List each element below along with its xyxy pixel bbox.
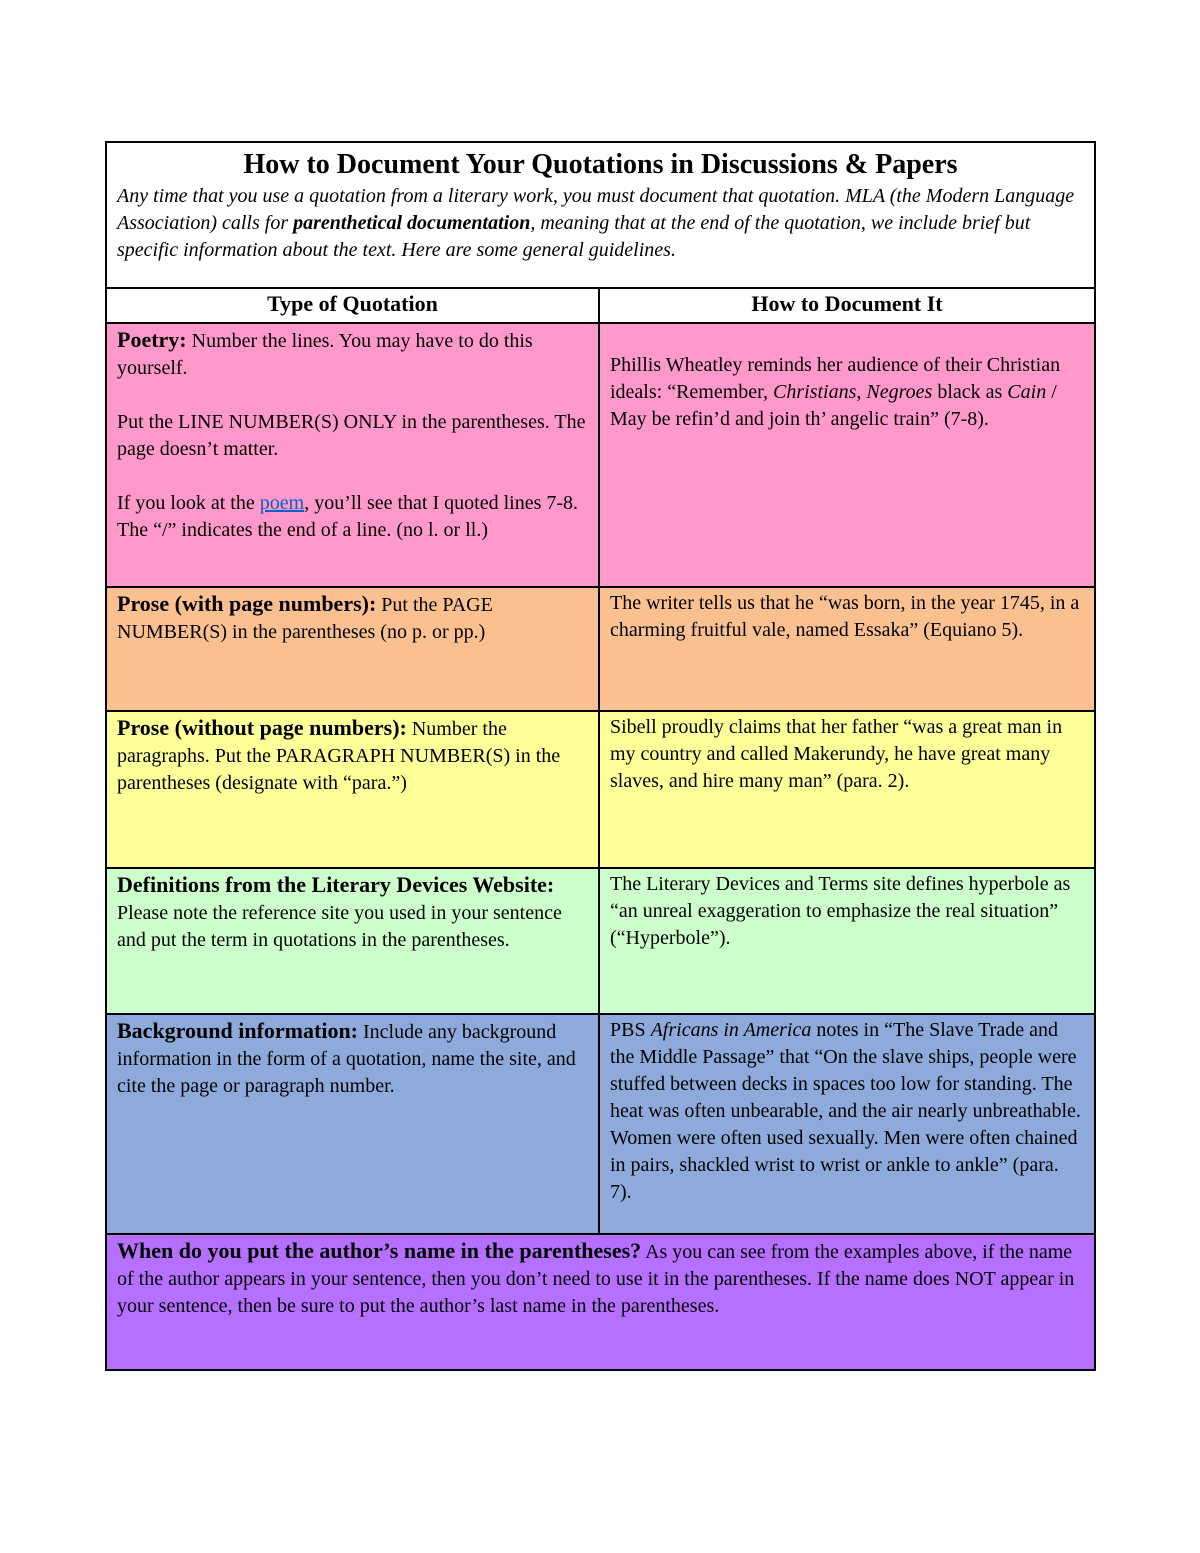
definitions-example: The Literary Devices and Terms site defines hyperbole as “an unreal exaggeration to emphasize the real situation” (“Hyperbole”). — [610, 873, 1071, 949]
author-text: As you can see from the examples above, if the name of the author appears in your sentence, then you don’t need to use it in the parentheses. If the name does NOT appear in your sentence, then be sure to put the author’s last name in the parentheses. — [117, 1241, 1075, 1317]
poem-link[interactable]: poem — [259, 492, 305, 514]
background-text: Include any background information in the form of a quotation, name the site, and cite the page or paragraph number. — [117, 1021, 576, 1097]
poetry-text-3b: , you’ll see that I quoted lines 7-8. The “/” indicates the end of a line. (no l. or ll.) — [117, 492, 579, 541]
table-header-section — [107, 143, 1094, 289]
poetry-text-2: Put the LINE NUMBER(S) ONLY in the parentheses. The page doesn’t matter. — [117, 411, 586, 460]
prose-pages-text: Put the PAGE NUMBER(S) in the parentheses (no p. or pp.) — [117, 594, 493, 643]
author-row — [107, 1235, 1094, 1369]
poetry-text-3a: If you look at the — [117, 492, 260, 514]
poetry-description — [107, 324, 600, 586]
prose-pages-label: Prose (with page numbers): — [117, 591, 377, 616]
poetry-example-4: / May be refin’d and join th’ angelic train” (7-8). — [610, 381, 1057, 430]
poetry-example-2: , — [856, 381, 867, 403]
intro-bold-term: parenthetical documentation — [293, 212, 531, 234]
poetry-example — [600, 324, 1094, 586]
definitions-row — [107, 869, 1094, 1015]
column-header-how: How to Document It — [751, 291, 943, 316]
poetry-example-italic-2: Negroes — [866, 381, 933, 403]
definitions-description — [107, 869, 600, 1013]
prose-nopages-label: Prose (without page numbers): — [117, 715, 407, 740]
author-description — [107, 1235, 1094, 1369]
poetry-example-italic-3: Cain — [1007, 381, 1047, 403]
poetry-label: Poetry: — [117, 327, 187, 352]
poetry-example-3: black as — [932, 381, 1008, 403]
intro-paragraph — [117, 183, 1084, 264]
intro-text-2: , meaning that at the end of the quotation, we include brief but specific information about the text. Here are some general guidelines. — [117, 212, 1031, 261]
page-title: How to Document Your Quotations in Discussions & Papers — [243, 149, 958, 180]
prose-pages-description — [107, 588, 600, 710]
definitions-text: Please note the reference site you used in your sentence and put the term in quotations in the parentheses. — [117, 902, 562, 951]
background-example-1: PBS — [610, 1019, 651, 1041]
background-label: Background information: — [117, 1018, 359, 1043]
prose-pages-example: The writer tells us that he “was born, in the year 1745, in a charming fruitful vale, named Essaka” (Equiano 5). — [610, 592, 1080, 641]
poetry-text-1: Number the lines. You may have to do this yourself. — [117, 330, 533, 379]
column-header-type: Type of Quotation — [107, 289, 600, 322]
poetry-text-3 — [117, 490, 588, 544]
prose-nopages-row — [107, 712, 1094, 869]
prose-pages-row — [107, 588, 1094, 712]
background-row — [107, 1015, 1094, 1235]
prose-nopages-example: Sibell proudly claims that her father “was a great man in my country and called Makerundy, he have great many slaves, and hire many man” (para. 2). — [610, 716, 1063, 792]
prose-nopages-text: Number the paragraphs. Put the PARAGRAPH NUMBER(S) in the parentheses (designate with “para.”) — [117, 718, 561, 794]
definitions-label: Definitions from the Literary Devices Website: — [117, 872, 555, 897]
poetry-example-italic-1: Christians — [773, 381, 857, 403]
intro-text-1: Any time that you use a quotation from a literary work, you must document that quotation. MLA (the Modern Language Association) calls for — [117, 185, 1075, 234]
prose-nopages-description — [107, 712, 600, 867]
poetry-example-1: Phillis Wheatley reminds her audience of their Christian ideals: “Remember, — [610, 354, 1061, 403]
author-label: When do you put the author’s name in the parentheses? — [117, 1238, 642, 1263]
background-description — [107, 1015, 600, 1233]
background-example-2: notes in “The Slave Trade and the Middle Passage” that “On the slave ships, people were stuffed between decks in spaces too low for standing. The heat was often unbearable, and the air nearly unbreathable. Women were often used sexually. Men were often chained in pairs, shackled wrist to wrist or ankle to ankle” (para. 7). — [610, 1019, 1081, 1203]
quotation-guide-table — [105, 141, 1096, 1371]
background-example-italic: Africans in America — [650, 1019, 812, 1041]
column-header-row — [107, 289, 1094, 324]
background-example — [600, 1015, 1094, 1233]
poetry-row — [107, 324, 1094, 588]
